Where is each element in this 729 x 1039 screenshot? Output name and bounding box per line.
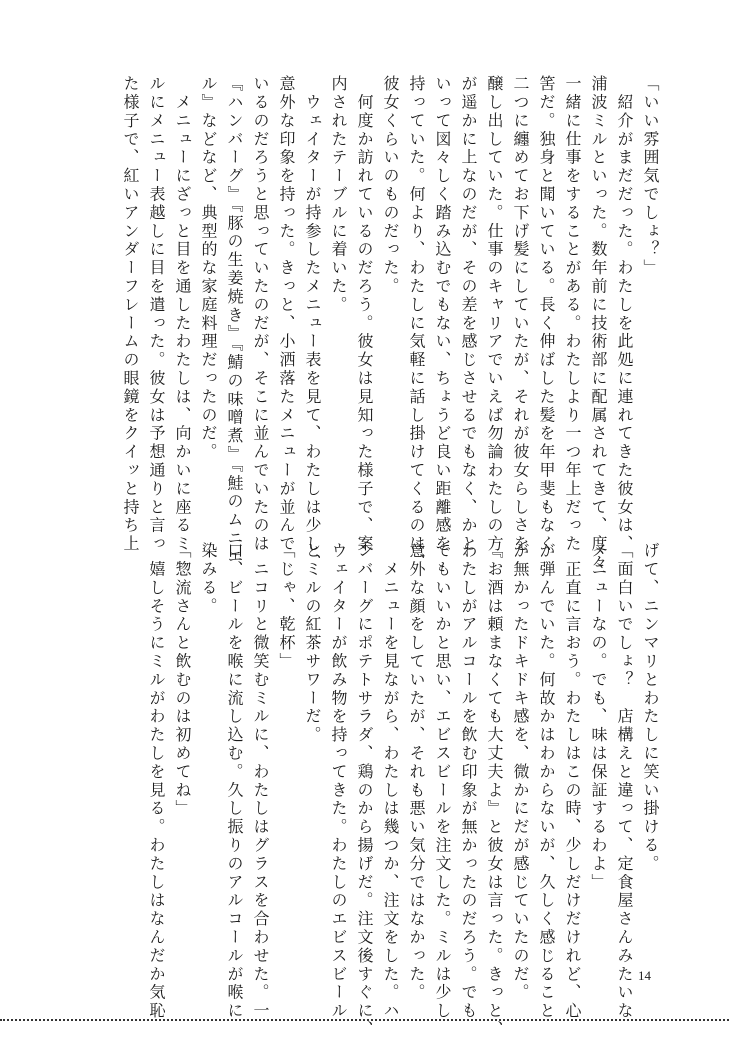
text-line: 二つに纏めてお下げ髪にしていたが、それが彼女らしさを (511, 75, 530, 554)
text-line: わたしがアルコールを飲む印象が無かったのだろう。でも (459, 542, 478, 1021)
text-line: 意外な印象を持った。きっと、小洒落たメニューが並んで (277, 75, 296, 554)
text-line: でもいいかと思い、エビスビールを注文した。ミルは少し (433, 542, 452, 1021)
text-line: メニューなの。でも、味は保証するわよ」 (589, 542, 608, 892)
text-line: 『ハンバーグ』『豚の生姜焼き』『鯖の味噌煮』『鮭のムニエ (225, 75, 244, 567)
upper-text-block (117, 75, 663, 572)
lower-text-block (143, 542, 663, 1039)
text-line: 何度か訪れているのだろう。彼女は見知った様子で、案 (355, 75, 374, 554)
text-line: が弾んでいた。何故かはわからないが、久しく感じること (537, 542, 556, 1021)
text-line: いるのだろうと思っていたのだが、そこに並んでいたのは (251, 75, 270, 554)
text-line: た様子で、紅いアンダーフレームの眼鏡をクイッと持ち上 (121, 75, 140, 554)
text-line: ル』などなど、典型的な家庭料理だったのだ。 (199, 75, 218, 462)
text-line: 内されたテーブルに着いた。 (329, 75, 348, 315)
text-line: が無かったドキドキ感を、微かにだが感じていたのだ。 (511, 542, 530, 1002)
text-line: 染みる。 (199, 542, 218, 616)
text-line: ンバーグにポテトサラダ、鶏のから揚げだ。注文後すぐに、 (355, 542, 374, 1039)
text-line: 口、ビールを喉に流し込む。久し振りのアルコールが喉に (225, 542, 244, 1021)
text-line: 一緒に仕事をすることがある。わたしより一つ年上だった (563, 75, 582, 554)
text-line: 「いい雰囲気でしょ？」 (641, 75, 660, 278)
text-line: メニューにざっと目を通したわたしは、向かいに座るミ (173, 75, 192, 554)
bottom-dotted-rule (0, 1019, 729, 1021)
text-line: メニューを見ながら、わたしは幾つか、注文をした。ハ (381, 542, 400, 1021)
text-line: げて、ニンマリとわたしに笑い掛ける。 (641, 542, 660, 874)
text-line: とミルの紅茶サワーだ。 (303, 542, 322, 745)
text-line: ルにメニュー表越しに目を遣った。彼女は予想通りと言っ (147, 75, 166, 554)
text-line: 正直に言おう。わたしはこの時、少しだけだけれど、心 (563, 542, 582, 1021)
text-line: 紹介がまだだった。わたしを此処に連れてきた彼女は、 (615, 75, 634, 554)
text-line: 持っていた。何より、わたしに気軽に話し掛けてくるのは、 (407, 75, 426, 572)
text-line: ニコリと微笑むミルに、わたしはグラスを合わせた。一 (251, 542, 270, 1021)
page-number: 14 (638, 968, 651, 983)
text-line: 『お酒は頼まなくても大丈夫よ』と彼女は言った。きっと、 (485, 542, 504, 1039)
text-line: 彼女くらいのものだった。 (381, 75, 400, 296)
text-line: が遥かに上なのだが、その差を感じさせるでもなく、かと (459, 75, 478, 554)
text-line: 筈だ。独身と聞いている。長く伸ばした髪を年甲斐もなく (537, 75, 556, 554)
text-line: いって図々しく踏み込むでもない、ちょうど良い距離感を (433, 75, 452, 554)
text-line: 浦波ミルといった。数年前に技術部に配属されてきて、度々 (589, 75, 608, 572)
text-line: 「面白いでしょ？ 店構えと違って、定食屋さんみたいな (615, 542, 634, 1021)
text-line: 嬉しそうにミルがわたしを見る。わたしはなんだか気恥 (147, 542, 166, 1021)
text-line: 「じゃ、乾杯」 (277, 542, 296, 671)
text-line: 意外な顔をしていたが、それも悪い気分ではなかった。 (407, 542, 426, 1002)
text-line: ウェイターが持参したメニュー表を見て、わたしは少し、 (303, 75, 322, 572)
text-line: 醸し出していた。仕事のキャリアでいえば勿論わたしの方 (485, 75, 504, 554)
text-line: 「惣流さんと飲むのは初めてね」 (173, 542, 192, 818)
text-line: ウェイターが飲み物を持ってきた。わたしのエビスビール (329, 542, 348, 1021)
